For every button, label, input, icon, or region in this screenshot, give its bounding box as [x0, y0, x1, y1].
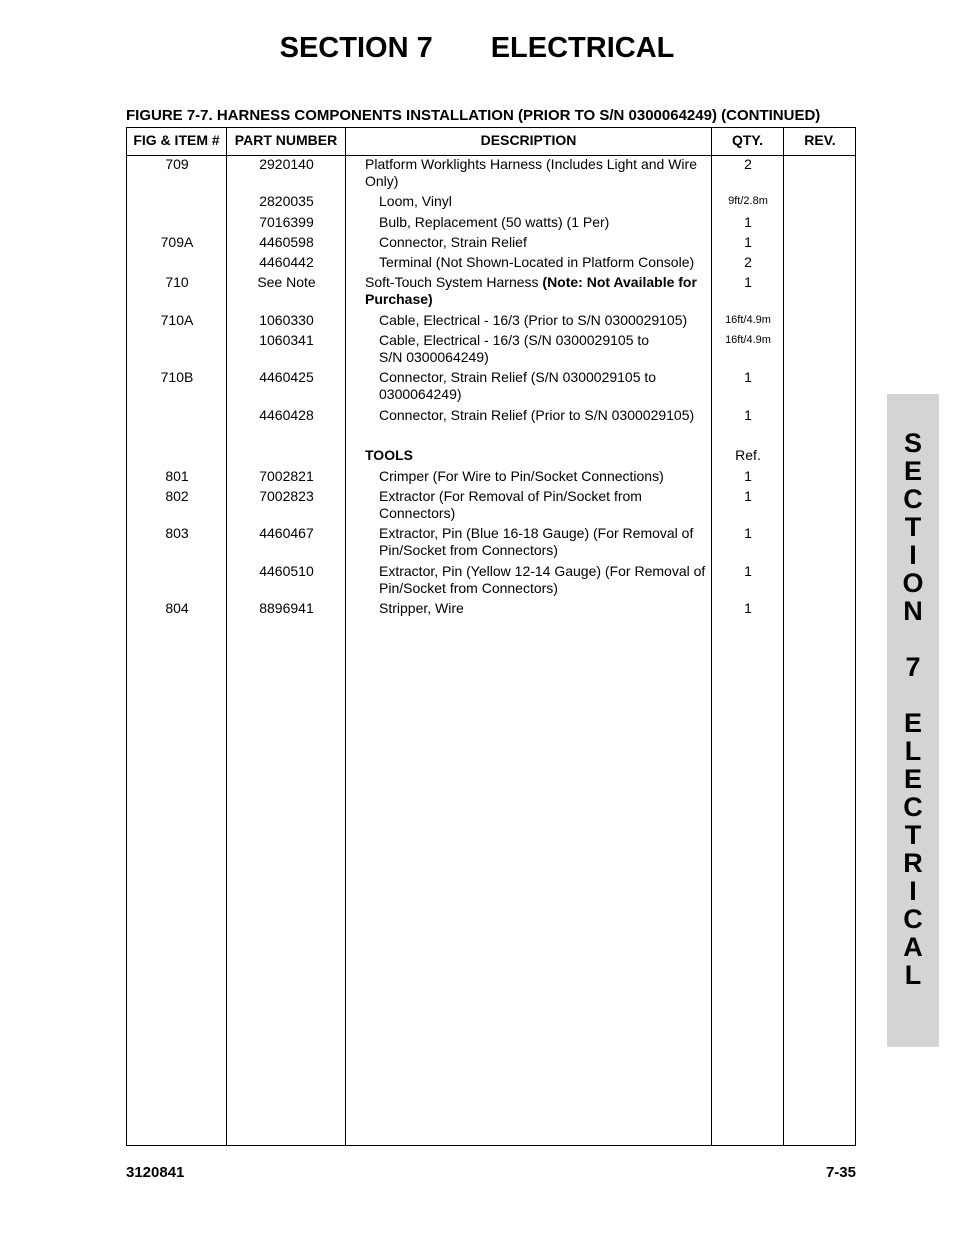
part-number-cell: 7016399: [259, 214, 314, 230]
part-number-cell: 7002821: [259, 468, 314, 484]
description-text-continued: 0300064249): [379, 386, 462, 402]
fig-item-cell: 802: [165, 488, 189, 504]
qty-cell: 1: [744, 525, 752, 541]
description-text: Soft-Touch System Harness: [365, 274, 543, 290]
description-cell: [379, 312, 710, 329]
description-text-continued: Pin/Socket from Connectors): [379, 542, 558, 558]
description-text: Extractor, Pin (Yellow 12-14 Gauge) (For Removal of: [379, 563, 706, 579]
side-tab-letter: C: [903, 484, 923, 514]
description-text: Connector, Strain Relief (Prior to S/N 0300029105): [379, 407, 695, 423]
description-note: (Note: Not Available for: [542, 274, 697, 290]
description-text: TOOLS: [365, 447, 413, 463]
part-number-cell: 7002823: [259, 488, 314, 504]
qty-cell: 1: [744, 407, 752, 423]
part-number-cell: 4460425: [259, 369, 314, 385]
description-cell: [379, 600, 710, 617]
column-header-part-number: PART NUMBER: [234, 132, 338, 148]
document-number: 3120841: [126, 1164, 185, 1181]
side-tab-letter: C: [903, 792, 923, 822]
side-tab-letter: I: [909, 876, 917, 906]
fig-item-cell: 710: [165, 274, 189, 290]
side-tab-letter: A: [903, 932, 923, 962]
description-cell: [379, 407, 710, 424]
qty-cell: 1: [744, 369, 752, 385]
description-text: Terminal (Not Shown-Located in Platform Console): [379, 254, 695, 270]
section-label: SECTION 7: [279, 32, 433, 64]
description-text: Cable, Electrical - 16/3 (S/N 0300029105 to: [379, 332, 650, 348]
section-title: ELECTRICAL: [490, 32, 675, 64]
side-tab-letter: E: [903, 456, 922, 486]
part-number-cell: 2820035: [259, 193, 314, 209]
side-tab-letter: T: [904, 512, 922, 542]
column-header-description: DESCRIPTION: [480, 132, 577, 148]
qty-cell: 1: [744, 214, 752, 230]
column-header-qty: QTY.: [731, 132, 764, 148]
side-tab-letter: [887, 681, 939, 709]
page-header: [0, 32, 954, 65]
part-number-cell: 8896941: [259, 600, 314, 616]
description-cell: [379, 563, 710, 597]
qty-cell: 9ft/2.8m: [728, 195, 768, 207]
qty-cell: 16ft/4.9m: [725, 334, 771, 346]
description-text-continued: S/N 0300064249): [379, 349, 489, 365]
side-tab-letters: [887, 429, 939, 989]
description-cell: [379, 332, 710, 366]
description-text: Loom, Vinyl: [379, 193, 452, 209]
part-number-cell: 4460442: [259, 254, 314, 270]
section-side-tab: [887, 394, 939, 1047]
description-text: Platform Worklights Harness (Includes Light and Wire: [365, 156, 697, 172]
description-cell: [379, 214, 710, 231]
fig-item-cell: 709A: [160, 234, 194, 250]
side-tab-letter: E: [903, 708, 922, 738]
fig-item-cell: 803: [165, 525, 189, 541]
fig-item-cell: 710A: [160, 312, 194, 328]
description-text-continued: Purchase): [365, 291, 433, 307]
side-tab-letter: L: [904, 960, 922, 990]
description-cell: [379, 468, 710, 485]
description-cell: [379, 193, 710, 210]
description-text: Extractor, Pin (Blue 16-18 Gauge) (For Removal of: [379, 525, 694, 541]
qty-cell: Ref.: [735, 447, 761, 463]
description-cell: [379, 254, 710, 271]
figure-title: FIGURE 7-7. HARNESS COMPONENTS INSTALLATION (PRIOR TO S/N 0300064249) (CONTINUED): [126, 107, 821, 124]
qty-cell: 1: [744, 274, 752, 290]
qty-cell: 1: [744, 468, 752, 484]
side-tab-letter: T: [904, 820, 922, 850]
column-header-fig-item: FIG & ITEM #: [133, 132, 220, 148]
fig-item-cell: 710B: [160, 369, 194, 385]
qty-cell: 1: [744, 488, 752, 504]
side-tab-letter: O: [902, 568, 924, 598]
fig-item-cell: 709: [165, 156, 189, 172]
description-cell: [365, 156, 710, 190]
fig-item-cell: 801: [165, 468, 189, 484]
description-text-continued: Pin/Socket from Connectors): [379, 580, 558, 596]
part-number-cell: See Note: [257, 274, 316, 290]
description-cell: [365, 274, 710, 308]
qty-cell: 2: [744, 156, 752, 172]
part-number-cell: 4460467: [259, 525, 314, 541]
qty-cell: 1: [744, 600, 752, 616]
part-number-cell: 4460598: [259, 234, 314, 250]
column-header-rev: REV.: [804, 132, 836, 148]
description-text: Connector, Strain Relief (S/N 0300029105 to: [379, 369, 657, 385]
side-tab-letter: N: [903, 596, 923, 626]
fig-item-cell: 804: [165, 600, 189, 616]
description-text-continued: Connectors): [379, 505, 456, 521]
page-number: 7-35: [825, 1164, 856, 1181]
qty-cell: 1: [744, 563, 752, 579]
part-number-cell: 2920140: [259, 156, 314, 172]
description-cell: [379, 369, 710, 403]
side-tab-letter: S: [903, 428, 922, 458]
side-tab-letter: R: [903, 848, 923, 878]
description-text: Connector, Strain Relief: [379, 234, 527, 250]
description-cell: [379, 488, 710, 522]
description-text: Crimper (For Wire to Pin/Socket Connections): [379, 468, 664, 484]
parts-table: [126, 127, 856, 1146]
part-number-cell: 1060330: [259, 312, 314, 328]
description-text-continued: Only): [365, 173, 399, 189]
side-tab-letter: E: [903, 764, 922, 794]
description-cell: [379, 234, 710, 251]
side-tab-letter: C: [903, 904, 923, 934]
qty-cell: 1: [744, 234, 752, 250]
description-cell: [379, 525, 710, 559]
part-number-cell: 1060341: [259, 332, 314, 348]
side-tab-letter: 7: [905, 652, 921, 682]
side-tab-letter: I: [909, 540, 917, 570]
description-text: Extractor (For Removal of Pin/Socket from: [379, 488, 642, 504]
description-text: Cable, Electrical - 16/3 (Prior to S/N 0300029105): [379, 312, 688, 328]
qty-cell: 2: [744, 254, 752, 270]
qty-cell: 16ft/4.9m: [725, 314, 771, 326]
side-tab-letter: [887, 625, 939, 653]
description-text: Bulb, Replacement (50 watts) (1 Per): [379, 214, 610, 230]
part-number-cell: 4460510: [259, 563, 314, 579]
description-cell: [365, 447, 710, 464]
part-number-cell: 4460428: [259, 407, 314, 423]
side-tab-letter: L: [904, 736, 922, 766]
description-text: Stripper, Wire: [379, 600, 464, 616]
